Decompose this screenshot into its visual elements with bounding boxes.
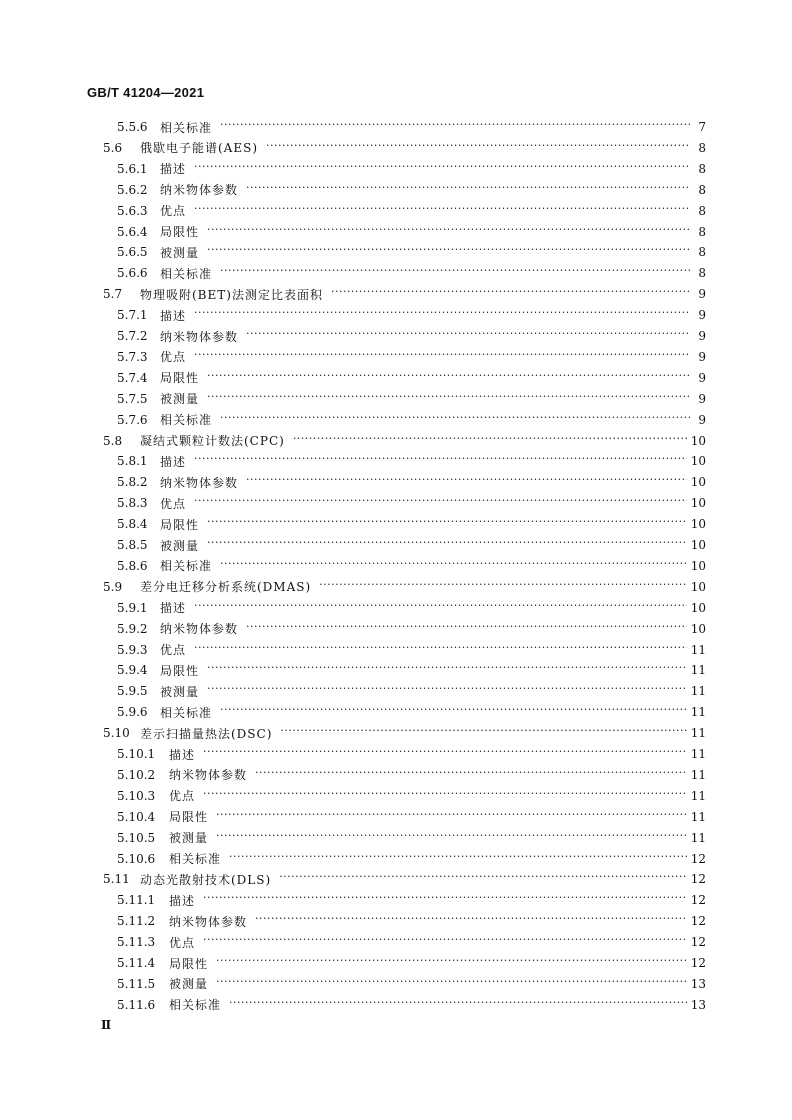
toc-entry[interactable] (117, 201, 706, 221)
toc-dot-leader (203, 748, 687, 760)
toc-dot-leader (220, 706, 687, 718)
toc-entry-title: 纳米物体参数 (160, 622, 239, 637)
toc-entry-page: 11 (690, 788, 706, 803)
toc-entry[interactable] (117, 786, 706, 806)
toc-entry[interactable] (117, 640, 706, 660)
toc-dot-leader (194, 602, 687, 614)
toc-entry[interactable] (117, 514, 706, 534)
toc-entry-number: 5.9 (103, 579, 123, 594)
toc-entry-number: 5.6 (103, 140, 123, 155)
toc-entry-page: 13 (690, 997, 706, 1012)
toc-dot-leader (229, 999, 687, 1011)
toc-entry-number: 5.6.4 (117, 224, 148, 239)
toc-entry-title: 纳米物体参数 (160, 329, 239, 344)
toc-entry-title: 差示扫描量热法(DSC) (140, 726, 273, 741)
toc-entry[interactable] (117, 410, 706, 430)
toc-entry[interactable] (117, 702, 706, 722)
toc-entry-title: 局限性 (160, 663, 200, 678)
toc-entry-title: 相关标准 (169, 852, 222, 866)
toc-entry[interactable] (117, 556, 706, 576)
toc-entry[interactable] (117, 451, 706, 471)
toc-entry-title: 相关标准 (160, 559, 213, 574)
toc-entry[interactable] (117, 535, 706, 555)
toc-entry[interactable] (117, 995, 706, 1015)
toc-entry-title: 物理吸附(BET)法测定比表面积 (140, 287, 323, 302)
toc-entry-page: 12 (690, 956, 706, 970)
toc-entry-number: 5.6.3 (117, 203, 148, 218)
toc-entry-number: 5.8.6 (117, 558, 148, 573)
toc-entry[interactable] (117, 660, 706, 680)
toc-entry-title: 相关标准 (169, 998, 222, 1013)
toc-entry-page: 10 (690, 558, 706, 573)
toc-entry[interactable] (117, 389, 706, 409)
toc-entry-title: 被测量 (160, 245, 200, 260)
toc-entry-title: 纳米物体参数 (160, 183, 239, 198)
toc-dot-leader (207, 393, 690, 405)
toc-dot-leader (229, 853, 687, 865)
toc-entry[interactable] (117, 890, 706, 910)
toc-entry-title: 优点 (160, 496, 187, 511)
toc-entry-page: 10 (690, 579, 706, 594)
toc-entry-title: 局限性 (169, 810, 209, 825)
toc-dot-leader (246, 184, 690, 196)
toc-entry-page: 9 (698, 370, 706, 385)
toc-entry-title: 被测量 (160, 684, 200, 699)
toc-dot-leader (246, 623, 687, 635)
toc-entry-page: 12 (690, 935, 706, 950)
toc-entry[interactable] (117, 242, 706, 262)
toc-dot-leader (207, 664, 687, 676)
toc-entry-page: 9 (698, 349, 706, 364)
toc-entry-page: 8 (698, 161, 706, 176)
toc-entry-page: 7 (698, 120, 706, 134)
toc-entry-page: 12 (690, 851, 706, 866)
toc-entry-page: 8 (698, 203, 706, 218)
toc-entry-number: 5.6.5 (117, 245, 148, 260)
toc-entry-number: 5.11.1 (117, 893, 156, 908)
toc-dot-leader (194, 351, 690, 363)
toc-entry-number: 5.10.4 (117, 809, 156, 824)
toc-entry-page: 10 (690, 600, 706, 615)
toc-dot-leader (280, 727, 686, 739)
toc-entry-title: 优点 (160, 643, 187, 657)
toc-entry[interactable] (117, 598, 706, 618)
toc-entry-number: 5.9.3 (117, 642, 148, 657)
toc-entry-title: 描述 (160, 454, 187, 469)
toc-entry-page: 11 (690, 642, 706, 657)
toc-entry[interactable] (117, 932, 706, 952)
toc-entry-page: 12 (690, 914, 706, 929)
toc-entry-page: 11 (690, 726, 706, 741)
toc-dot-leader (279, 873, 687, 885)
toc-entry-page: 9 (698, 308, 706, 323)
toc-entry-page: 9 (698, 287, 706, 302)
toc-entry-number: 5.9.2 (117, 621, 148, 636)
toc-entry-title: 相关标准 (160, 413, 213, 428)
toc-entry-number: 5.11 (103, 872, 130, 887)
toc-entry-title: 被测量 (160, 538, 200, 553)
toc-entry-number: 5.10.3 (117, 788, 156, 803)
toc-dot-leader (255, 769, 687, 781)
toc-entry-page: 10 (690, 517, 706, 532)
toc-entry-page: 11 (690, 663, 706, 678)
toc-entry[interactable] (117, 347, 706, 367)
toc-entry-number: 5.7.6 (117, 412, 148, 427)
toc-entry-number: 5.7 (103, 287, 123, 302)
toc-entry-number: 5.7.4 (117, 370, 148, 385)
toc-entry-title: 俄歇电子能谱(AES) (140, 141, 259, 156)
toc-entry-title: 纳米物体参数 (169, 768, 248, 783)
toc-entry-number: 5.7.1 (117, 308, 148, 323)
toc-entry-number: 5.9.1 (117, 600, 148, 615)
toc-entry[interactable] (103, 284, 706, 304)
document-header: GB/T 41204—2021 (87, 85, 205, 100)
toc-entry[interactable] (117, 953, 706, 973)
toc-entry-number: 5.9.6 (117, 705, 148, 720)
toc-entry-title: 相关标准 (160, 120, 213, 135)
toc-entry-number: 5.7.2 (117, 329, 148, 343)
toc-dot-leader (319, 581, 687, 593)
toc-entry-page: 9 (698, 412, 706, 427)
toc-entry-title: 差分电迁移分析系统(DMAS) (140, 580, 312, 595)
toc-entry-page: 9 (698, 329, 706, 343)
toc-entry-number: 5.11.5 (117, 976, 156, 991)
toc-entry-title: 优点 (169, 935, 196, 950)
toc-entry-title: 被测量 (169, 831, 209, 846)
toc-entry[interactable] (117, 849, 706, 869)
toc-entry-page: 10 (690, 433, 706, 448)
toc-dot-leader (220, 414, 690, 426)
toc-entry[interactable] (117, 305, 706, 325)
toc-entry-title: 纳米物体参数 (169, 914, 248, 929)
toc-dot-leader (203, 936, 687, 948)
toc-entry-page: 8 (698, 140, 706, 155)
toc-entry-page: 11 (690, 767, 706, 782)
toc-entry-page: 8 (698, 266, 706, 281)
toc-dot-leader (246, 330, 690, 342)
toc-entry-page: 8 (698, 224, 706, 239)
toc-entry-title: 相关标准 (160, 705, 213, 720)
toc-entry-page: 11 (690, 747, 706, 761)
toc-entry-number: 5.10.6 (117, 851, 156, 866)
toc-dot-leader (207, 539, 687, 551)
toc-entry-title: 被测量 (169, 977, 209, 992)
toc-entry[interactable] (103, 138, 706, 158)
toc-entry-page: 10 (690, 496, 706, 511)
toc-dot-leader (194, 644, 687, 656)
toc-dot-leader (207, 518, 687, 530)
toc-dot-leader (194, 497, 687, 509)
toc-entry-title: 描述 (169, 893, 196, 908)
toc-entry-number: 5.11.6 (117, 997, 156, 1012)
toc-entry-number: 5.10.1 (117, 747, 156, 761)
toc-entry[interactable] (117, 911, 706, 931)
toc-entry-page: 9 (698, 391, 706, 406)
toc-entry[interactable] (117, 828, 706, 848)
toc-entry-title: 局限性 (160, 371, 200, 386)
toc-entry[interactable] (117, 263, 706, 283)
toc-dot-leader (203, 894, 687, 906)
toc-entry-number: 5.11.3 (117, 935, 156, 950)
toc-entry[interactable] (117, 472, 706, 492)
toc-entry-number: 5.9.4 (117, 663, 148, 678)
toc-entry-title: 描述 (160, 601, 187, 616)
page-number-roman: Ⅱ (101, 1018, 112, 1032)
toc-entry-page: 8 (698, 245, 706, 260)
toc-entry[interactable] (117, 222, 706, 242)
toc-dot-leader (266, 142, 690, 154)
toc-entry-title: 纳米物体参数 (160, 475, 239, 490)
toc-entry[interactable] (117, 974, 706, 994)
toc-entry[interactable] (103, 723, 706, 743)
toc-entry-number: 5.8.5 (117, 538, 148, 552)
toc-entry[interactable] (117, 493, 706, 513)
toc-entry-number: 5.8.4 (117, 517, 148, 532)
toc-entry[interactable] (117, 744, 706, 764)
toc-entry-number: 5.8 (103, 433, 123, 448)
toc-entry-title: 动态光散射技术(DLS) (140, 872, 272, 887)
toc-entry-title: 局限性 (160, 517, 200, 532)
toc-entry[interactable] (117, 117, 706, 137)
toc-entry[interactable] (117, 368, 706, 388)
toc-entry-title: 描述 (169, 747, 196, 762)
toc-entry-number: 5.5.6 (117, 120, 148, 134)
toc-entry[interactable] (117, 326, 706, 346)
toc-entry-number: 5.8.2 (117, 475, 148, 490)
toc-entry[interactable] (103, 577, 706, 597)
toc-dot-leader (220, 121, 690, 133)
toc-entry-title: 优点 (160, 350, 187, 365)
toc-entry[interactable] (117, 159, 706, 179)
toc-entry[interactable] (117, 619, 706, 639)
toc-dot-leader (331, 288, 690, 300)
toc-entry-page: 11 (690, 830, 706, 845)
toc-dot-leader (216, 832, 687, 844)
toc-entry-number: 5.11.2 (117, 914, 156, 929)
toc-dot-leader (293, 435, 687, 447)
toc-entry-number: 5.8.1 (117, 454, 148, 469)
toc-dot-leader (220, 560, 687, 572)
toc-entry-number: 5.9.5 (117, 684, 148, 699)
toc-dot-leader (216, 978, 687, 990)
toc-entry[interactable] (103, 431, 706, 451)
toc-entry-number: 5.6.6 (117, 266, 148, 281)
toc-dot-leader (246, 476, 687, 488)
toc-entry-number: 5.10 (103, 726, 130, 741)
toc-entry-number: 5.7.5 (117, 391, 148, 406)
toc-dot-leader (255, 915, 687, 927)
toc-entry-page: 11 (690, 809, 706, 824)
toc-entry-title: 优点 (169, 789, 196, 804)
toc-dot-leader (207, 246, 690, 258)
toc-entry-page: 11 (690, 705, 706, 720)
toc-dot-leader (194, 309, 690, 321)
toc-entry[interactable] (117, 765, 706, 785)
toc-entry-number: 5.10.5 (117, 830, 156, 845)
toc-dot-leader (220, 267, 690, 279)
toc-entry-number: 5.10.2 (117, 767, 156, 782)
toc-entry-page: 10 (690, 454, 706, 469)
toc-entry-page: 10 (690, 621, 706, 636)
toc-entry-page: 10 (690, 538, 706, 552)
toc-entry-title: 描述 (160, 308, 187, 323)
toc-dot-leader (203, 790, 687, 802)
toc-entry[interactable] (117, 180, 706, 200)
toc-entry-page: 11 (690, 684, 706, 699)
toc-entry-title: 描述 (160, 162, 187, 177)
toc-entry-number: 5.11.4 (117, 956, 156, 970)
toc-entry-page: 12 (690, 872, 706, 887)
toc-dot-leader (207, 685, 687, 697)
toc-entry-page: 12 (690, 893, 706, 908)
toc-entry-title: 相关标准 (160, 266, 213, 281)
toc-entry[interactable] (117, 681, 706, 701)
toc-dot-leader (207, 226, 690, 238)
toc-entry-number: 5.6.1 (117, 161, 148, 176)
toc-entry-page: 13 (690, 976, 706, 991)
toc-dot-leader (194, 163, 690, 175)
toc-entry[interactable] (103, 869, 706, 889)
toc-entry-title: 局限性 (160, 225, 200, 239)
toc-entry-title: 局限性 (169, 956, 209, 971)
toc-entry-number: 5.7.3 (117, 349, 148, 364)
toc-entry-title: 优点 (160, 204, 187, 219)
toc-entry-page: 8 (698, 182, 706, 197)
toc-entry-title: 被测量 (160, 392, 200, 407)
toc-dot-leader (194, 455, 687, 467)
toc-entry-title: 凝结式颗粒计数法(CPC) (140, 434, 285, 448)
toc-dot-leader (207, 372, 690, 384)
toc-entry-number: 5.6.2 (117, 182, 148, 197)
toc-entry-page: 10 (690, 475, 706, 490)
toc-entry-number: 5.8.3 (117, 496, 148, 511)
toc-dot-leader (194, 205, 690, 217)
toc-dot-leader (216, 811, 687, 823)
toc-entry[interactable] (117, 807, 706, 827)
toc-dot-leader (216, 957, 687, 969)
